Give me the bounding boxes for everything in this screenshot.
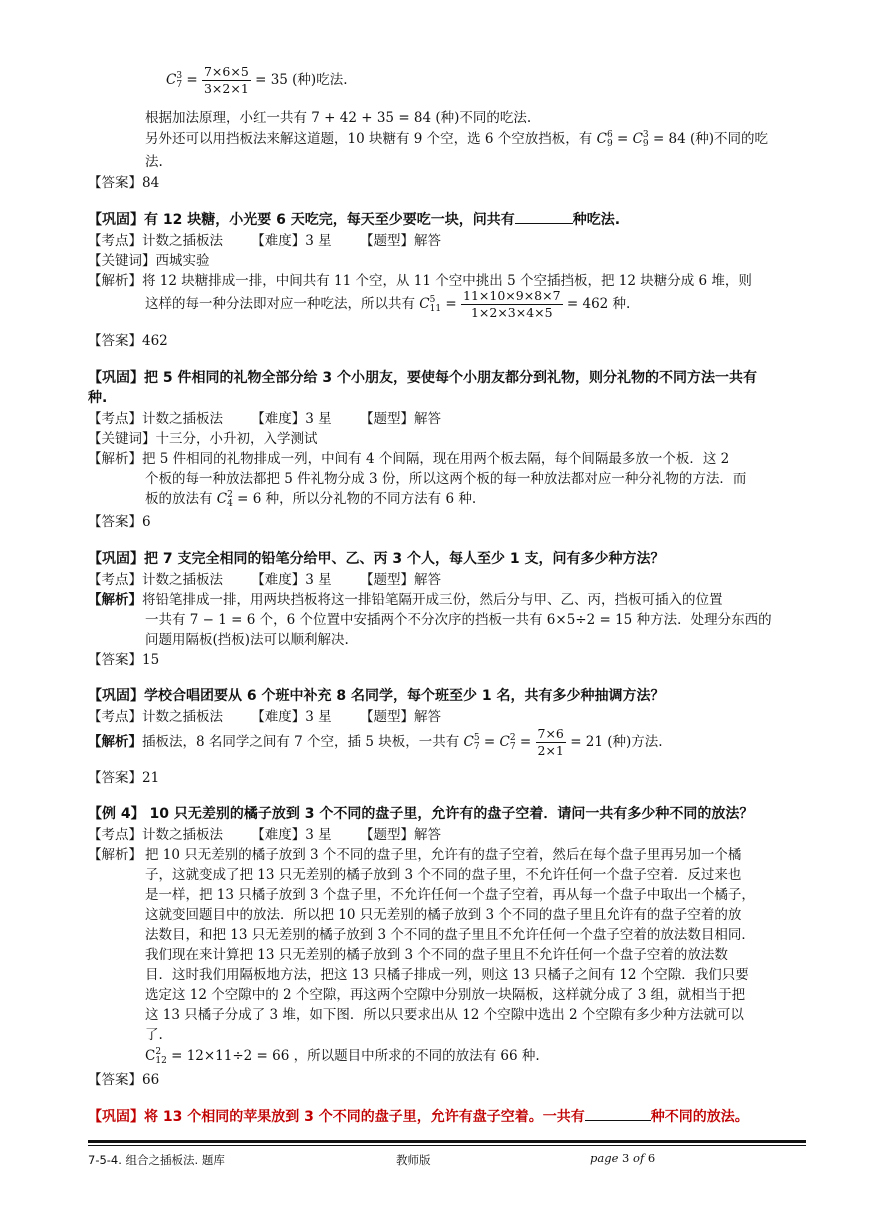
meta-line: 【考点】计数之插板法 【难度】3 星 【题型】解答 xyxy=(88,233,441,249)
fraction: $\frac{11\times 10\times 9\times 8\times 7}{1\times 2\times 3\times 4\times 5}$ xyxy=(463,288,561,320)
text-line: 法. xyxy=(145,154,163,170)
keyword-line: 【关键词】十三分，小升初，入学测试 xyxy=(88,431,318,447)
question-title: 【巩固】有 12 块糖，小光要 6 天吃完，每天至少要吃一块，问共有 种吃法. xyxy=(88,209,620,229)
analysis-line: 一共有 7 − 1 = 6 个，6 个位置中安插两个不分次序的挡板一共有 6×5÷2 = 15 种方法．处理分东西的 xyxy=(145,612,772,628)
analysis-line: 这样的每一种分法即对应一种吃法，所以共有 C 5 11 = $\frac{11\times 10\times 9\times 8\times 7}{1\times 2\times 3\times 4\times 5}$ = 462 种. xyxy=(145,288,631,320)
footer-left: 7-5-4. 组合之插板法. 题库 xyxy=(88,1153,225,1167)
analysis-line: 了. xyxy=(145,1027,163,1043)
formula-c73: C 3 7 = $\frac{7\times 6\times 5}{3\times 2\times 1}$ = 35 (种)吃法. xyxy=(166,64,348,96)
keyword-line: 【关键词】西城实验 xyxy=(88,253,210,269)
text-line: 根据加法原理，小红一共有 7 + 42 + 35 = 84 (种)不同的吃法. xyxy=(145,110,532,126)
analysis-line: 【解析】将 12 块糖排成一排，中间共有 11 个空，从 11 个空中挑出 5 个空插挡板，把 12 块糖分成 6 堆，则 xyxy=(88,273,752,289)
analysis-line: 这 13 只橘子分成了 3 堆，如下图．所以只要求出从 12 个空隙中选出 2 个空隙有多少种方法就可以 xyxy=(145,1007,744,1023)
analysis-line: 选定这 12 个空隙中的 2 个空隙，再这两个空隙中分别放一块隔板，这样就分成了 3 组，就相当于把 xyxy=(145,987,746,1003)
answer: 【答案】6 xyxy=(88,514,151,530)
question-title-red: 【巩固】将 13 个相同的苹果放到 3 个不同的盘子里，允许有盘子空着。一共有 种不同的放法。 xyxy=(88,1106,749,1126)
analysis-line: 这就变回题目中的放法．所以把 10 只无差别的橘子放到 3 个不同的盘子里且允许有的盘子空着的放 xyxy=(145,907,742,923)
answer: 【答案】84 xyxy=(88,175,160,191)
text-line: 另外还可以用挡板法来解这道题，10 块糖有 9 个空，选 6 个空放挡板，有 C 6 9 = C 3 9 = 84 (种)不同的吃 xyxy=(145,129,769,149)
answer: 【答案】66 xyxy=(88,1072,160,1088)
example-title: 【例 4】 10 只无差别的橘子放到 3 个不同的盘子里，允许有的盘子空着．请问一共有多少种不同的放法？ xyxy=(88,806,754,822)
answer-blank xyxy=(585,1106,651,1121)
analysis-line: 【解析】插板法，8 名同学之间有 7 个空，插 5 块板，一共有 C 5 7 = C 2 7 = $\frac{7\times 6}{2\times 1}$ = 21 (种)方法. xyxy=(88,726,663,758)
analysis-line: 子，这就变成了把 13 只无差别的橘子放到 3 个不同的盘子里，不允许任何一个盘子空着．反过来也 xyxy=(145,867,742,883)
question-title: 种. xyxy=(88,390,108,406)
analysis-line: 【解析】将铅笔排成一排，用两块挡板将这一排铅笔隔开成三份，然后分与甲、乙、丙，挡板可插入的位置 xyxy=(88,592,723,608)
analysis-line: 板的放法有 C 2 4 = 6 种，所以分礼物的不同方法有 6 种. xyxy=(145,489,477,509)
analysis-formula: C 2 12 = 12×11÷2 = 66 ，所以题目中所求的不同的放法有 66 种. xyxy=(145,1046,540,1066)
analysis-label: 【解析】 xyxy=(88,847,142,863)
analysis-line: 【解析】把 5 件相同的礼物排成一列，中间有 4 个间隔，现在用两个板去隔，每个间隔最多放一个板．这 2 xyxy=(88,451,730,467)
footer-page: page 3 of 6 xyxy=(590,1151,656,1165)
analysis-line: 我们现在来计算把 13 只无差别的橘子放到 3 个不同的盘子里且不允许任何一个盘子空着的放法数 xyxy=(145,947,728,963)
question-title: 【巩固】把 5 件相同的礼物全部分给 3 个小朋友，要使每个小朋友都分到礼物，则分礼物的不同方法一共有 xyxy=(88,370,757,386)
analysis-line: 问题用隔板(挡板)法可以顺利解决. xyxy=(145,632,349,648)
meta-line: 【考点】计数之插板法 【难度】3 星 【题型】解答 xyxy=(88,572,441,588)
answer: 【答案】15 xyxy=(88,652,160,668)
analysis-line: 个板的每一种放法都把 5 件礼物分成 3 份，所以这两个板的每一种放法都对应一种分礼物的方法．而 xyxy=(145,471,747,487)
analysis-line: 把 10 只无差别的橘子放到 3 个不同的盘子里，允许有的盘子空着，然后在每个盘子里再另加一个橘 xyxy=(145,847,742,863)
meta-line: 【考点】计数之插板法 【难度】3 星 【题型】解答 xyxy=(88,827,441,843)
fraction: $\frac{7\times 6\times 5}{3\times 2\times 1}$ xyxy=(203,64,249,96)
answer: 【答案】21 xyxy=(88,770,160,786)
meta-line: 【考点】计数之插板法 【难度】3 星 【题型】解答 xyxy=(88,709,441,725)
meta-line: 【考点】计数之插板法 【难度】3 星 【题型】解答 xyxy=(88,411,441,427)
analysis-line: 法数目，和把 13 只无差别的橘子放到 3 个不同的盘子里且不允许任何一个盘子空着的放法数目相同． xyxy=(145,927,755,943)
footer-rule-thin xyxy=(88,1145,806,1146)
footer-rule xyxy=(88,1140,806,1143)
fraction: $\frac{7\times 6}{2\times 1}$ xyxy=(537,726,564,758)
question-title: 【巩固】把 7 支完全相同的铅笔分给甲、乙、丙 3 个人，每人至少 1 支，问有多少种方法？ xyxy=(88,551,665,567)
analysis-line: 目．这时我们用隔板地方法，把这 13 只橘子排成一列，则这 13 只橘子之间有 12 个空隙．我们只要 xyxy=(145,967,749,983)
answer-blank xyxy=(515,209,573,224)
question-title: 【巩固】学校合唱团要从 6 个班中补充 8 名同学，每个班至少 1 名，共有多少种抽调方法？ xyxy=(88,688,665,704)
answer: 【答案】462 xyxy=(88,333,168,349)
analysis-line: 是一样，把 13 只橘子放到 3 个盘子里，不允许任何一个盘子空着，再从每一个盘子中取出一个橘子， xyxy=(145,887,755,903)
footer-center: 教师版 xyxy=(396,1153,431,1167)
